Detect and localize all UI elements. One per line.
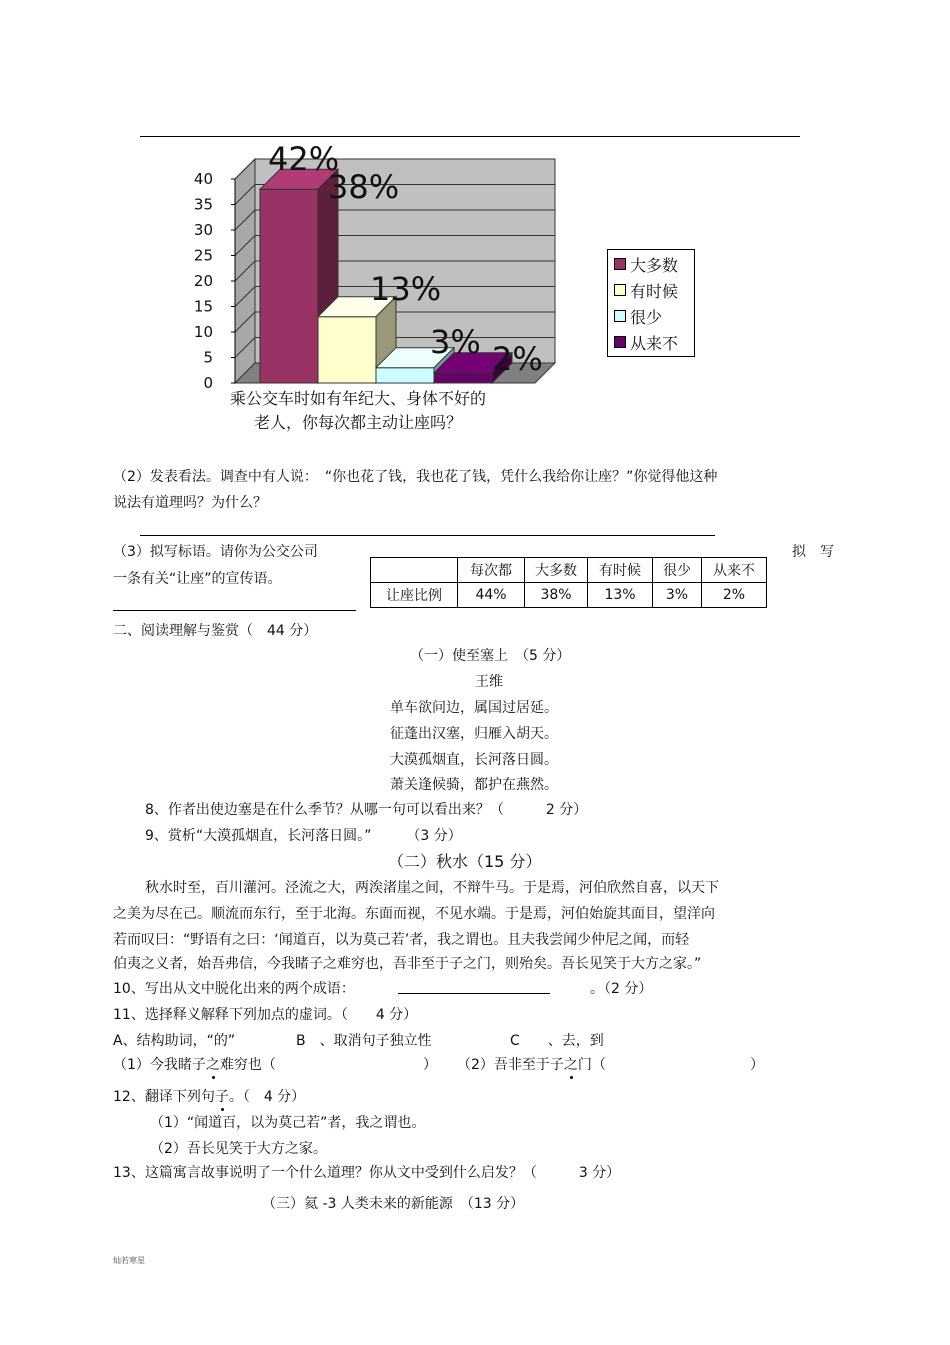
q3-line2: 一条有关“让座”的宣传语。 xyxy=(113,571,282,587)
footer-text: 灿若寒星 xyxy=(113,1256,145,1265)
y-tick-label: 35 xyxy=(193,195,213,214)
table-cell: 3% xyxy=(653,583,702,608)
table-cell: 让座比例 xyxy=(371,583,458,608)
q11-item2-pre: （2）吾非至于子 xyxy=(457,1057,564,1073)
data-label: 42% xyxy=(268,140,340,178)
q11-item2-post: 门（ xyxy=(577,1057,606,1073)
table-cell: 44% xyxy=(458,583,525,608)
y-tick-label: 10 xyxy=(193,323,213,341)
poem-line: 单车欲问边，属国过居延。 xyxy=(390,700,558,716)
y-tick-label: 30 xyxy=(193,221,213,239)
poem-line: 萧关逢候骑，都护在燕然。 xyxy=(390,777,558,793)
q11-option-b: B 、取消句子独立性 xyxy=(296,1033,432,1049)
y-tick-label: 5 xyxy=(203,348,213,367)
q11-item2-close: ） xyxy=(750,1057,764,1073)
q12 xyxy=(113,1086,305,1106)
table-cell: 有时候 xyxy=(588,558,653,583)
poem-line: 征蓬出汉塞，归雁入胡天。 xyxy=(390,726,558,742)
q10: 10、写出从文中脱化出来的两个成语： xyxy=(113,981,355,997)
legend-swatch xyxy=(614,310,626,322)
answer-line xyxy=(113,610,356,611)
legend-swatch xyxy=(614,284,626,296)
table-cell: 很少 xyxy=(653,558,702,583)
table-cell xyxy=(371,558,458,583)
q12-pre: 12、翻译下列句 xyxy=(113,1089,215,1105)
table-cell: 从来不 xyxy=(702,558,767,583)
poem-line: 大漠孤烟直，长河落日圆。 xyxy=(390,752,558,768)
qiushui-line: 伯夷之义者，始吾弗信，今我睹子之难穷也，吾非至于子之门，则殆矣。吾长见笑于大方之家。” xyxy=(113,956,702,972)
ratio-table xyxy=(370,557,767,608)
q11-item1-close: ） xyxy=(423,1057,437,1073)
section3-heading: （三）氦 -3 人类未来的新能源 （13 分） xyxy=(262,1196,525,1212)
bar xyxy=(376,368,434,383)
data-label: 3% xyxy=(430,323,481,361)
table-cell: 13% xyxy=(588,583,653,608)
data-label: 2% xyxy=(492,340,543,378)
q2-line1: （2）发表看法。调查中有人说： “你也花了钱，我也花了钱，凭什么我给你让座？”你觉得他这种 xyxy=(113,469,718,485)
answer-line xyxy=(398,993,550,994)
y-tick-label: 20 xyxy=(193,272,213,290)
legend-item xyxy=(614,305,662,328)
qiushui-line: 若而叹曰：“野语有之曰：‘闻道百，以为莫己若’者，我之谓也。且夫我尝闻少仲尼之闻，而轻 xyxy=(113,932,690,948)
q13: 13、这篇寓言故事说明了一个什么道理？你从文中受到什么启发？（ 3 分） xyxy=(113,1165,621,1181)
q2-line2: 说法有道理吗？为什么？ xyxy=(113,495,267,511)
table-row xyxy=(371,583,767,608)
y-tick-label: 25 xyxy=(193,246,213,265)
data-label: 13% xyxy=(370,270,442,308)
table-cell: 大多数 xyxy=(525,558,588,583)
emphasis-char: 之 xyxy=(205,1057,220,1073)
section2-heading: 二、阅读理解与鉴赏（ 44 分） xyxy=(113,623,318,639)
x-axis-label-line1: 乘公交车时如有年纪大、身体不好的 xyxy=(229,389,487,408)
q11-option-c: C 、去，到 xyxy=(510,1033,604,1049)
y-tick-label: 40 xyxy=(193,170,213,188)
legend-item xyxy=(614,253,678,276)
y-axis xyxy=(194,170,235,392)
q11: 11、选择释义解释下列加点的虚词。（ 4 分） xyxy=(113,1007,418,1023)
chart-legend xyxy=(607,249,695,357)
q12-post: 。（ 4 分） xyxy=(228,1089,306,1105)
legend-swatch xyxy=(614,258,626,270)
bar xyxy=(434,373,492,383)
q9: 9、赏析“大漠孤烟直，长河落日圆。” （3 分） xyxy=(145,828,462,844)
bar-chart xyxy=(180,140,600,440)
x-axis-label-line2: 老人，你每次都主动让座吗？ xyxy=(253,413,463,432)
legend-label: 很少 xyxy=(630,308,663,327)
data-label: 38% xyxy=(328,168,400,206)
legend-item xyxy=(614,279,678,302)
table-cell: 38% xyxy=(525,583,588,608)
qiushui-line: 秋水时至，百川灌河。泾流之大，两涘渚崖之间，不辩牛马。于是焉，河伯欣然自喜，以天下 xyxy=(145,880,719,896)
q10-tail: 。（2 分） xyxy=(590,981,653,997)
top-rule xyxy=(140,136,800,137)
legend-swatch xyxy=(614,336,626,348)
q3-line1: （3）拟写标语。请你为公交公司 xyxy=(113,544,318,560)
q12-sentence1: （1）“闻道百，以为莫己若”者，我之谓也。 xyxy=(150,1115,426,1131)
table-cell: 每次都 xyxy=(458,558,525,583)
emphasis-char: 之 xyxy=(563,1057,578,1073)
q11-item1 xyxy=(113,1054,276,1074)
qiushui-heading: （二）秋水（15 分） xyxy=(388,852,542,871)
q11-option-a: A、结构助词，“的” xyxy=(113,1033,236,1049)
q12-sentence2: （2）吾长见笑于大方之家。 xyxy=(150,1141,327,1157)
table-cell: 2% xyxy=(702,583,767,608)
q8: 8、作者出使边塞是在什么季节？从哪一句可以看出来？（ 2 分） xyxy=(145,802,588,818)
bar xyxy=(260,189,318,383)
q11-item1-post: 难穷也（ xyxy=(219,1057,276,1073)
poem-author: 王维 xyxy=(475,674,503,690)
qiushui-line: 之美为尽在己。顺流而东行，至于北海。东面而视，不见水端。于是焉，河伯始旋其面目，望洋向 xyxy=(113,906,715,922)
y-tick-label: 15 xyxy=(193,297,213,316)
y-tick-label: 0 xyxy=(203,374,213,392)
answer-line xyxy=(140,535,715,536)
poem-heading: （一）使至塞上 （5 分） xyxy=(410,648,571,664)
q11-item1-pre: （1）今我睹子 xyxy=(113,1057,206,1073)
emphasis-char: 子 xyxy=(214,1089,229,1105)
legend-label: 有时候 xyxy=(630,282,679,301)
legend-label: 从来不 xyxy=(630,334,679,353)
q3-line1-right: 拟 写 xyxy=(792,544,834,560)
q11-item2 xyxy=(457,1054,606,1074)
legend-item xyxy=(614,331,678,354)
legend-label: 大多数 xyxy=(630,256,679,275)
table-header-row xyxy=(371,558,767,583)
bar xyxy=(318,317,376,383)
